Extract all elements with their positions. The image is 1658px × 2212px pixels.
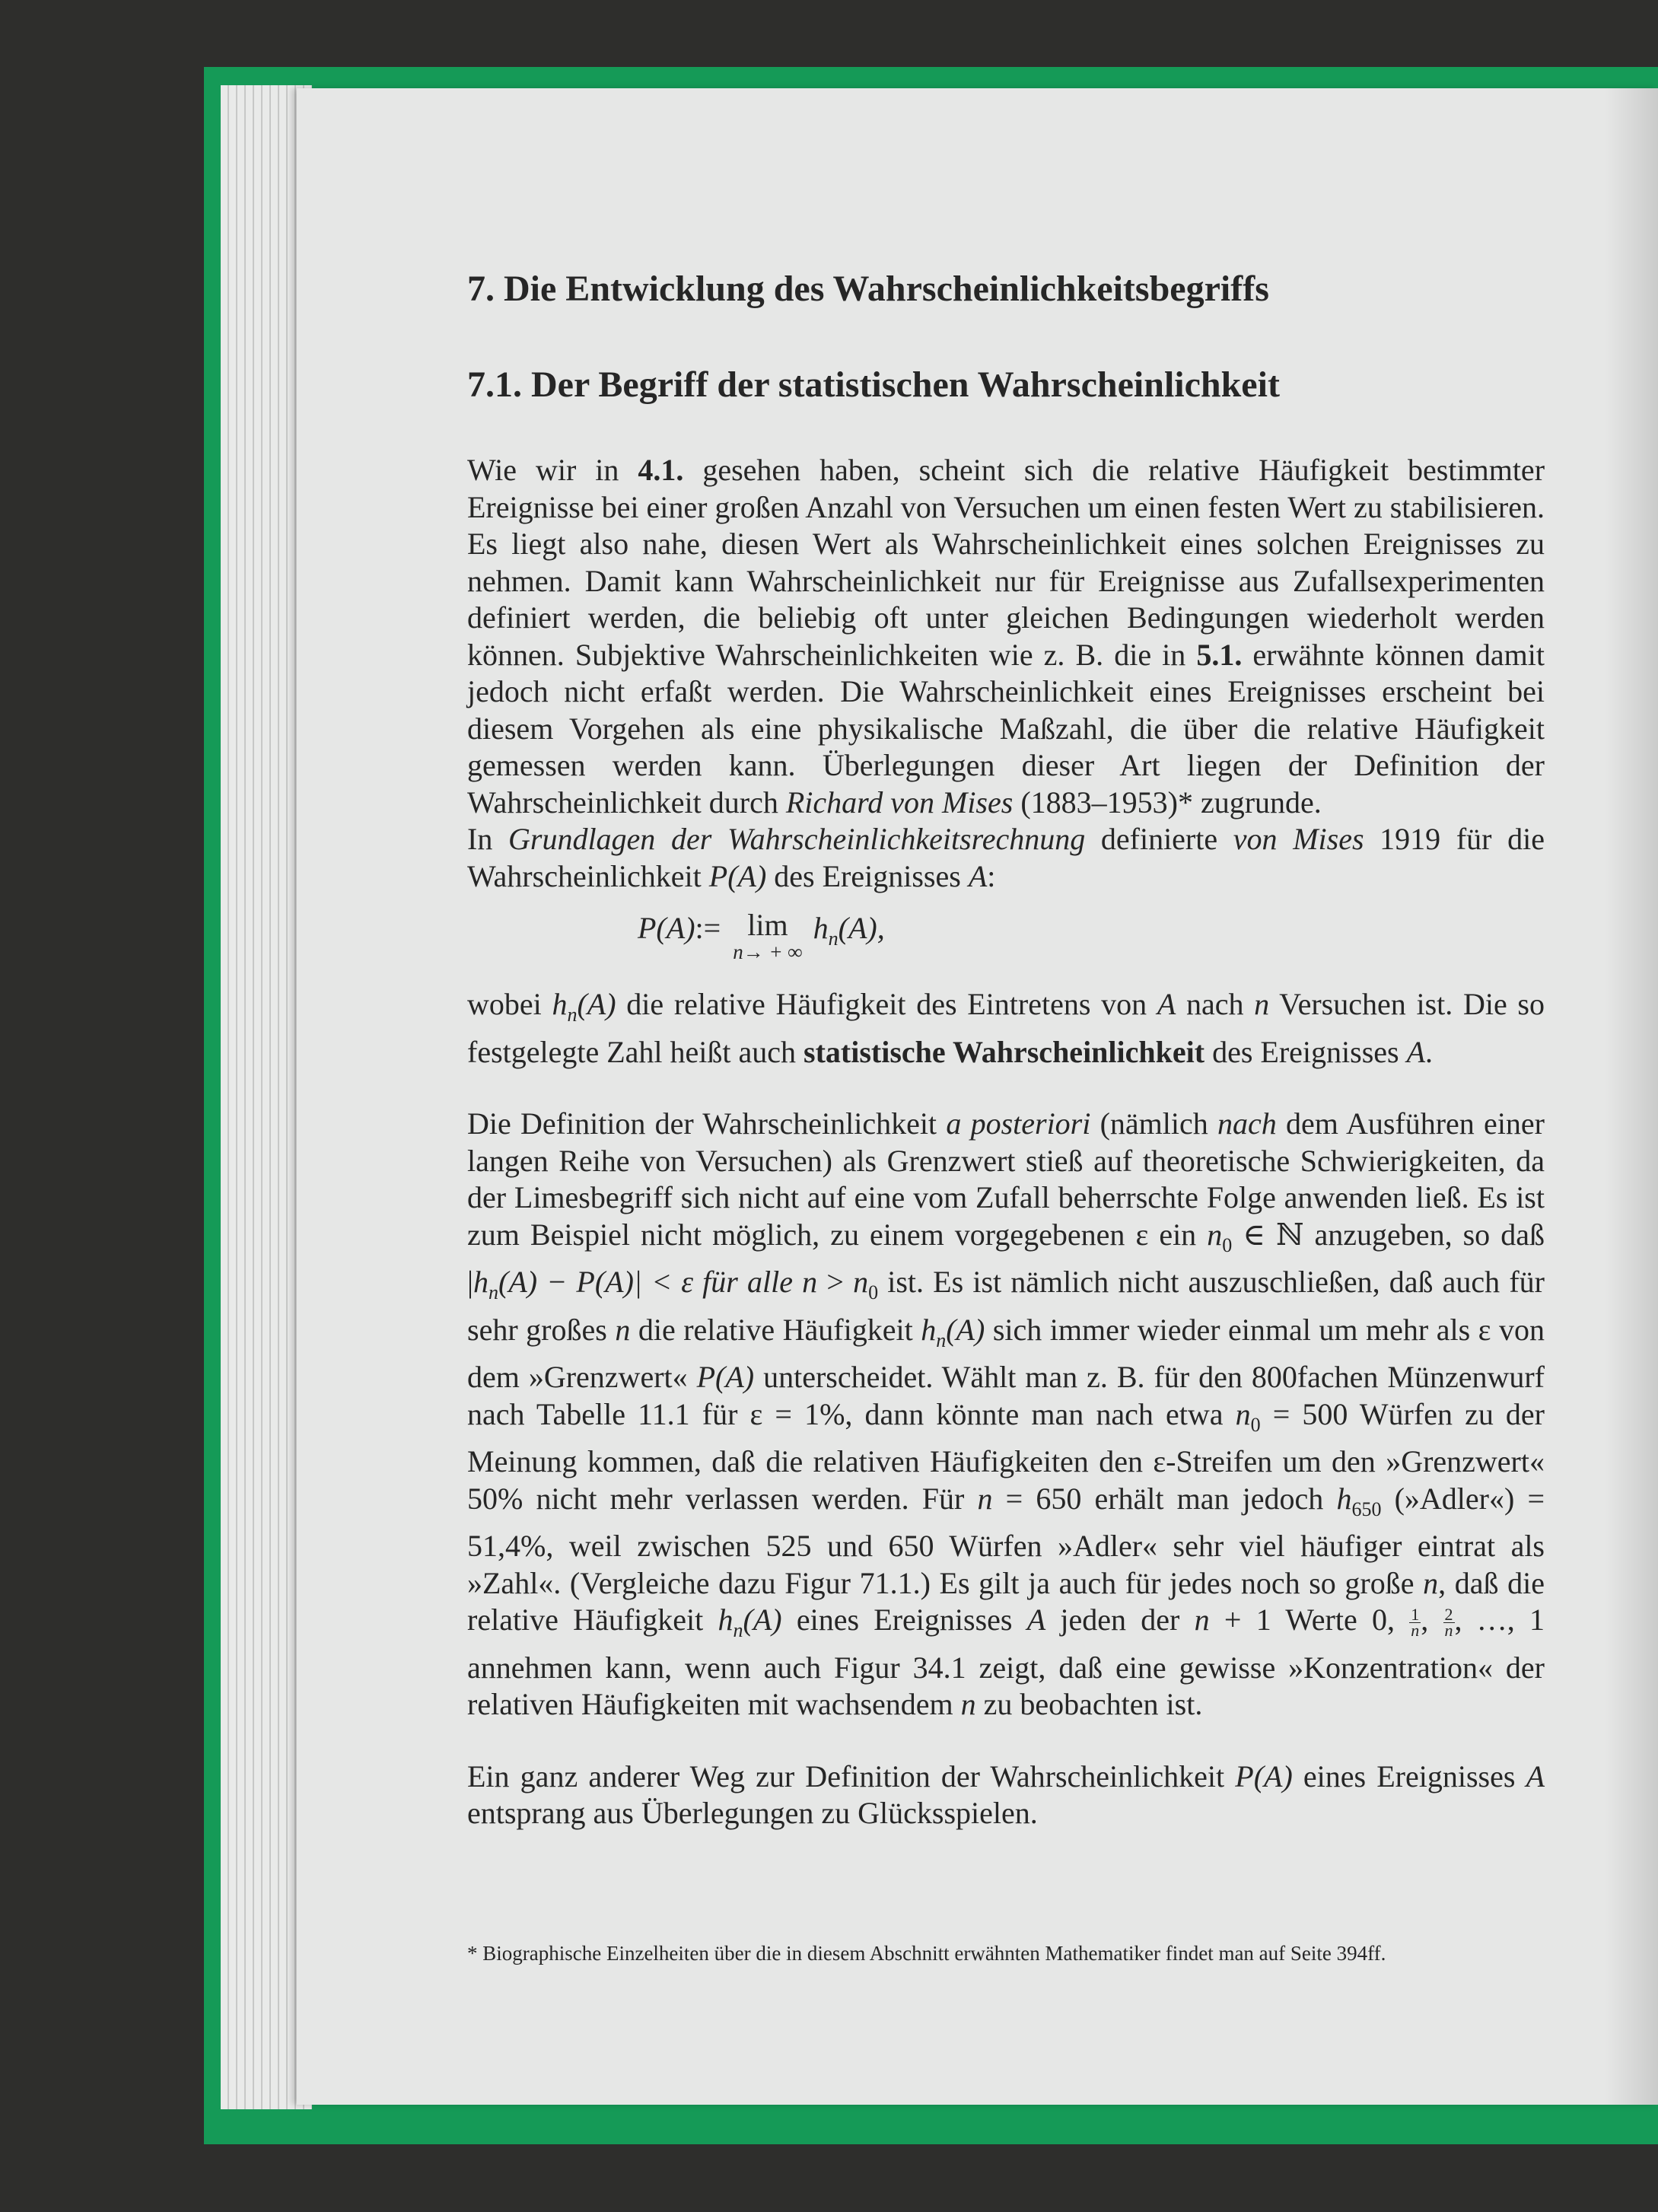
section-title: 7.1. Der Begriff der statistischen Wahrscheinlichkeit (467, 364, 1280, 405)
paragraph-5: Ein ganz anderer Weg zur Definition der Wahrscheinlichkeit P(A) eines Ereignisses A entsprang aus Überlegungen zu Glücksspielen. (467, 1758, 1545, 1830)
fraction-2-over-n: $\frac{2}{n}$ (1444, 1605, 1453, 1641)
paragraph-1: Wie wir in 4.1. gesehen haben, scheint sich die relative Häufigkeit bestimmter Ereignisse bei einer großen Anzahl von Versuchen um einen festen Wert zu stabilisieren. Es liegt also nahe, diesen Wert als Wahrscheinlichkeit eines solchen Ereignisses zu nehmen. Damit kann Wahrscheinlichkeit nur für Ereignisse aus Zufallsexperimenten definiert werden, die beliebig oft unter gleichen Bedingungen wiederholt werden können. Subjektive Wahrscheinlichkeiten wie z. B. die in 5.1. erwähnte können damit jedoch nicht erfaßt werden. Die Wahrscheinlichkeit eines Ereignisses erscheint bei diesem Vorgehen als eine physikalische Maßzahl, die über die relative Häufigkeit gemessen werden kann. Überlegungen dieser Art liegen der Definition der Wahrscheinlichkeit durch Richard von Mises (1883–1953)* zugrunde. (467, 453, 1545, 820)
paragraph-2: In Grundlagen der Wahrscheinlichkeitsrechnung definierte von Mises 1919 für die Wahrscheinlichkeit P(A) des Ereignisses A: (467, 822, 1545, 893)
limit-formula: P(A) := lim n→ + ∞ $h_n(A)$, (638, 908, 885, 963)
paragraph-4: Die Definition der Wahrscheinlichkeit a posteriori (nämlich nach dem Ausführen einer langen Reihe von Versuchen) als Grenzwert stieß auf theoretische Schwierigkeiten, da der Limesbegriff sich nicht auf eine vom Zufall beherrschte Folge anwenden ließ. Es ist zum Beispiel nicht möglich, zu einem vorgegebenen ε ein $n_0$ ∈ ℕ anzugeben, so daß $|h_n(A) - P(A)| < \varepsilon$ für alle $n > n_0$ ist. Es ist nämlich nicht auszuschließen, daß auch für sehr großes n die relative Häufigkeit $h_n(A)$ sich immer wieder einmal um mehr als ε von dem »Grenzwert« P(A) unterscheidet. Wählt man z. B. für den 800fachen Münzenwurf nach Tabelle 11.1 für ε = 1%, dann könnte man nach etwa $n_0 = 500$ Würfen zu der Meinung kommen, daß die relativen Häufigkeiten den ε-Streifen um den »Grenzwert« 50% nicht mehr verlassen werden. Für n = 650 erhält man jedoch $h_{650}$ (»Adler«) = 51,4%, weil zwischen 525 und 650 Würfen »Adler« sehr viel häufiger eintrat als »Zahl«. (Vergleiche dazu Figur 71.1.) Es gilt ja auch für jedes noch so große n, daß die relative Häufigkeit $h_n(A)$ eines Ereignisses A jeden der n + 1 Werte 0, $\frac{1}{n}$, $\frac{2}{n}$, …, 1 annehmen kann, wenn auch Figur 34.1 zeigt, daß eine gewisse »Konzentration« der relativen Häufigkeiten mit wachsendem n zu beobachten ist. (467, 1106, 1545, 1721)
page-body (467, 266, 1545, 1832)
page-fold-shadow (1605, 88, 1658, 2105)
book-page (297, 88, 1658, 2105)
limit-operator: lim n→ + ∞ (733, 908, 803, 963)
footnote: * Biographische Einzelheiten über die in diesem Abschnitt erwähnten Mathematiker findet man auf Seite 394ff. (467, 1942, 1386, 1965)
fraction-1-over-n: $\frac{1}{n}$ (1411, 1605, 1420, 1641)
paragraph-3: wobei $h_n(A)$ die relative Häufigkeit des Eintretens von A nach n Versuchen ist. Die so festgelegte Zahl heißt auch statistische Wahrscheinlichkeit des Ereignisses A. (467, 987, 1545, 1069)
chapter-title: 7. Die Entwicklung des Wahrscheinlichkeitsbegriffs (467, 269, 1269, 309)
